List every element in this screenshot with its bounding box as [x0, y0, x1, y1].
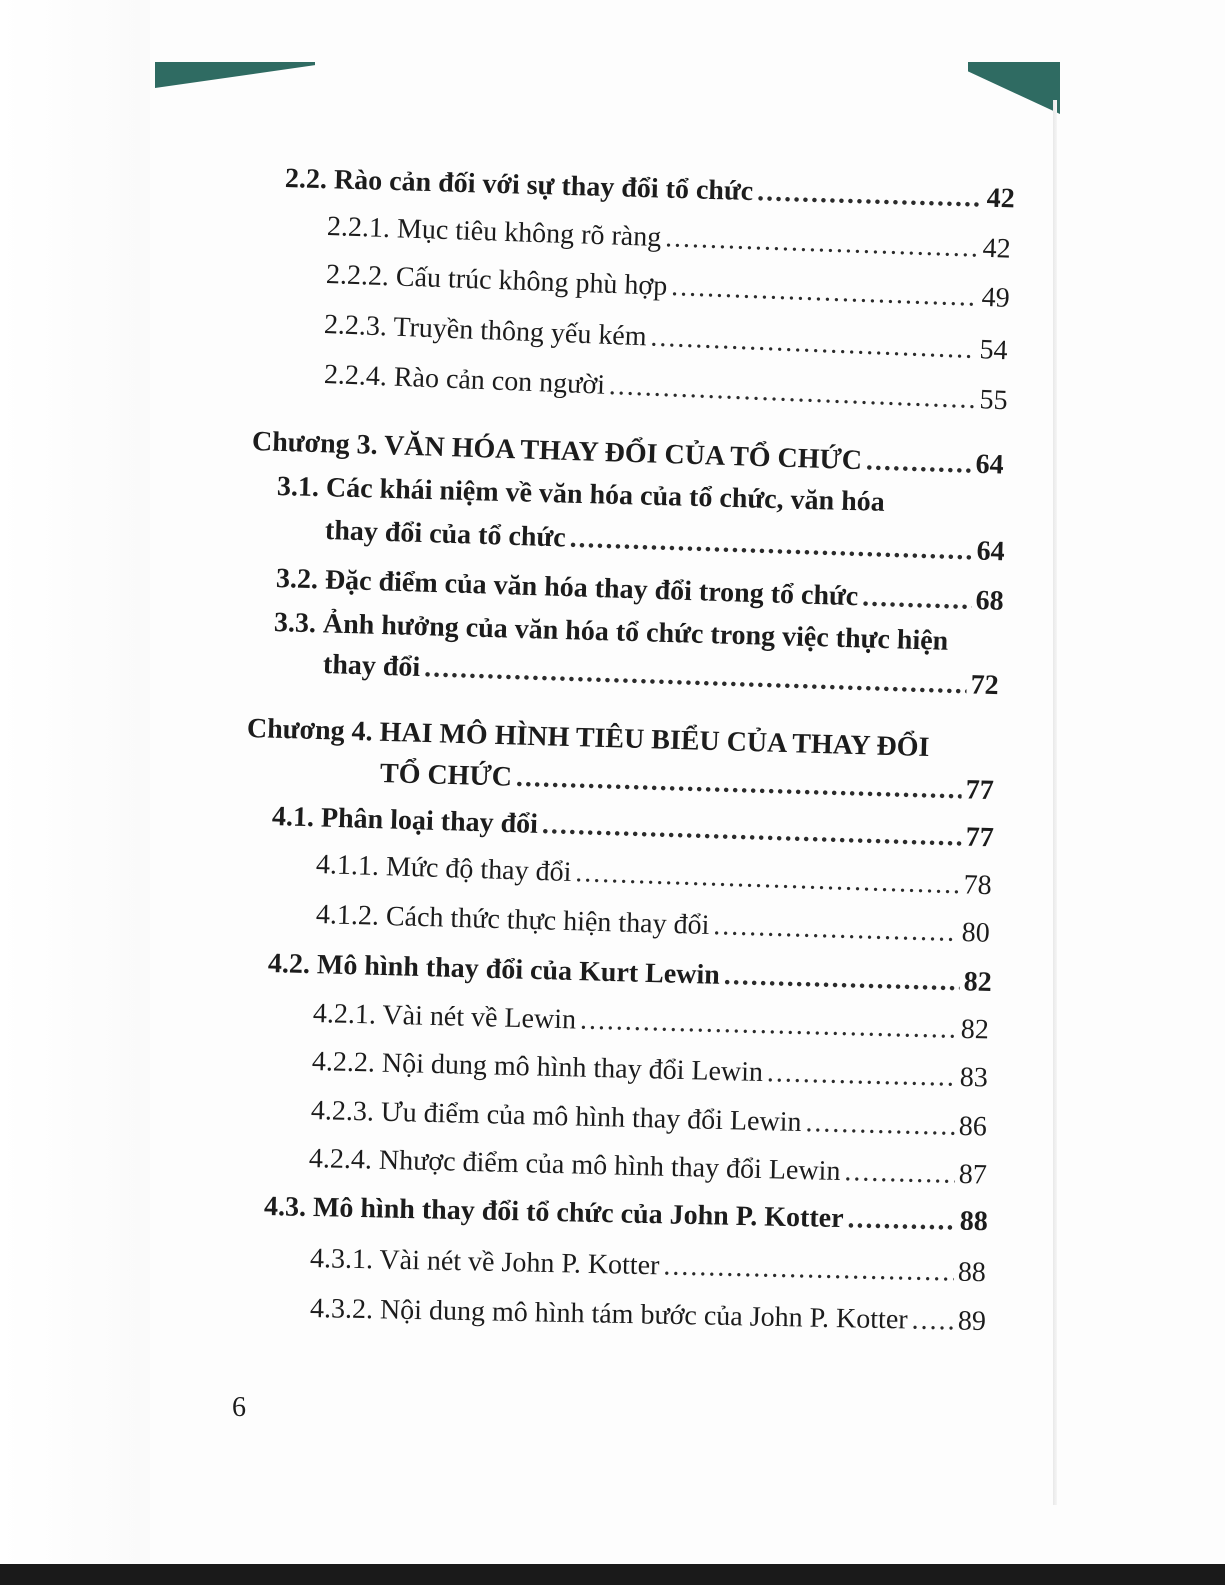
toc-leader	[569, 522, 973, 569]
toc-entry-title: thay đổi	[322, 649, 421, 684]
toc-entry-title: 2.2.1. Mục tiêu không rõ ràng	[326, 211, 662, 254]
toc-entry-title: 4.1. Phân loại thay đổi	[271, 801, 539, 840]
toc-entry-title: 4.2.4. Nhược điểm của mô hình thay đổi Lewin	[308, 1143, 841, 1187]
toc-entry	[310, 1242, 987, 1290]
toc-entry-title: 2.2.2. Cấu trúc không phù hợp	[325, 259, 668, 302]
toc-entry-title: 4.3.2. Nội dung mô hình tám bước của John P. Kotter	[309, 1293, 908, 1336]
toc-leader	[844, 1155, 955, 1192]
toc-entry	[309, 1142, 988, 1193]
toc-leader	[650, 321, 976, 367]
toc-leader	[575, 856, 960, 902]
toc-entry-title: TỔ CHỨC	[379, 758, 513, 793]
toc-entry-page: 78	[963, 869, 993, 902]
toc-leader	[713, 909, 958, 950]
toc-entry-page: 68	[975, 584, 1005, 617]
toc-entry	[324, 514, 1005, 569]
toc-entry-page: 64	[976, 535, 1006, 568]
toc-entry-title: 2.2. Rào cản đối với sự thay đổi tổ chức	[284, 163, 754, 208]
toc-leader	[424, 651, 968, 702]
toc-entry	[326, 210, 1011, 267]
toc-entry-title-line1: 3.1. Các khái niệm về văn hóa của tổ chức, văn hóa	[276, 471, 886, 518]
toc-entry-title: 4.3. Mô hình thay đổi tổ chức của John P. Kotter	[263, 1191, 844, 1235]
toc-entry-page: 80	[961, 917, 991, 949]
toc-entry-page: 89	[957, 1305, 987, 1337]
toc-leader	[805, 1106, 955, 1144]
toc-entry-page: 88	[959, 1205, 989, 1238]
toc-entry	[268, 947, 993, 1000]
toc-chapter	[380, 757, 995, 808]
toc-leader	[911, 1304, 954, 1339]
toc-entry-page: 83	[959, 1061, 989, 1094]
toc-entry	[323, 308, 1008, 368]
toc-entry-title-line1: 3.3. Ảnh hưởng của văn hóa tổ chức trong việc thực hiện	[273, 607, 949, 657]
toc-leader	[767, 1056, 957, 1095]
toc-entry-title: 4.2. Mô hình thay đổi của Kurt Lewin	[267, 948, 721, 991]
toc-leader	[671, 270, 979, 315]
toc-leader	[541, 808, 962, 854]
toc-entry-title: 4.2.2. Nội dung mô hình thay đổi Lewin	[311, 1046, 764, 1089]
toc-entry-page: 54	[978, 334, 1009, 367]
toc-leader	[608, 369, 976, 417]
toc-entry-title: 4.2.1. Vài nét về Lewin	[312, 998, 577, 1036]
toc-leader	[847, 1202, 956, 1238]
toc-entry-page: 82	[963, 966, 993, 998]
toc-entry-page: 88	[957, 1256, 987, 1289]
toc-entry	[312, 1045, 989, 1096]
scan-bottom-band	[0, 1564, 1225, 1585]
toc-entry-page: 55	[978, 384, 1009, 417]
toc-entry	[311, 1094, 988, 1145]
toc-leader	[663, 1249, 954, 1289]
toc-entry-page: 72	[970, 669, 1000, 702]
toc-entry	[264, 1190, 989, 1239]
toc-leader	[757, 175, 984, 215]
toc-entry-page: 64	[975, 448, 1005, 481]
toc-leader	[865, 444, 972, 481]
toc-chapter-title-line1: Chương 4. HAI MÔ HÌNH TIÊU BIỂU CỦA THAY ĐỔI	[246, 713, 930, 764]
toc-leader	[723, 959, 960, 999]
toc-entry-title: 2.2.3. Truyền thông yếu kém	[323, 309, 648, 353]
toc-entry-page: 87	[958, 1158, 988, 1191]
toc-entry-page: 77	[965, 774, 995, 807]
toc-entry	[313, 997, 990, 1048]
toc-entry-title: 2.2.4. Rào cản con người	[323, 359, 606, 401]
toc-entry	[325, 258, 1010, 316]
toc-leader	[515, 761, 962, 807]
toc-entry-page: 77	[965, 821, 995, 854]
toc-entry-title: 4.3.1. Vài nét về John P. Kotter	[309, 1243, 660, 1282]
toc-leader	[580, 1004, 958, 1047]
toc-entry	[271, 800, 994, 855]
toc-entry	[310, 1292, 987, 1339]
toc-entry	[285, 162, 1016, 216]
toc-leader	[665, 221, 980, 265]
toc-entry-title: 4.1.1. Mức độ thay đổi	[315, 849, 572, 889]
toc-entry-page: 86	[958, 1110, 988, 1143]
toc-entry-title: 3.2. Đặc điểm của văn hóa thay đổi trong tổ chức	[275, 563, 859, 613]
toc-entry	[323, 358, 1008, 418]
toc-entry	[315, 848, 992, 903]
toc-entry-page: 42	[982, 232, 1012, 265]
toc-entry-title: 4.2.3. Ưu điểm của mô hình thay đổi Lewin	[310, 1095, 802, 1138]
toc-entry-page: 42	[986, 182, 1016, 215]
toc-entry-page: 82	[960, 1013, 990, 1046]
page-number: 6	[232, 1392, 246, 1423]
toc-entry-title: thay đổi của tổ chức	[324, 515, 567, 554]
toc-entry-title: 4.1.2. Cách thức thực hiện thay đổi	[315, 899, 710, 941]
toc-entry	[316, 898, 991, 951]
toc-entry-page: 49	[981, 281, 1011, 314]
toc-leader	[862, 580, 972, 617]
toc-entry-title: Chương 3. VĂN HÓA THAY ĐỔI CỦA TỔ CHỨC	[251, 426, 863, 477]
